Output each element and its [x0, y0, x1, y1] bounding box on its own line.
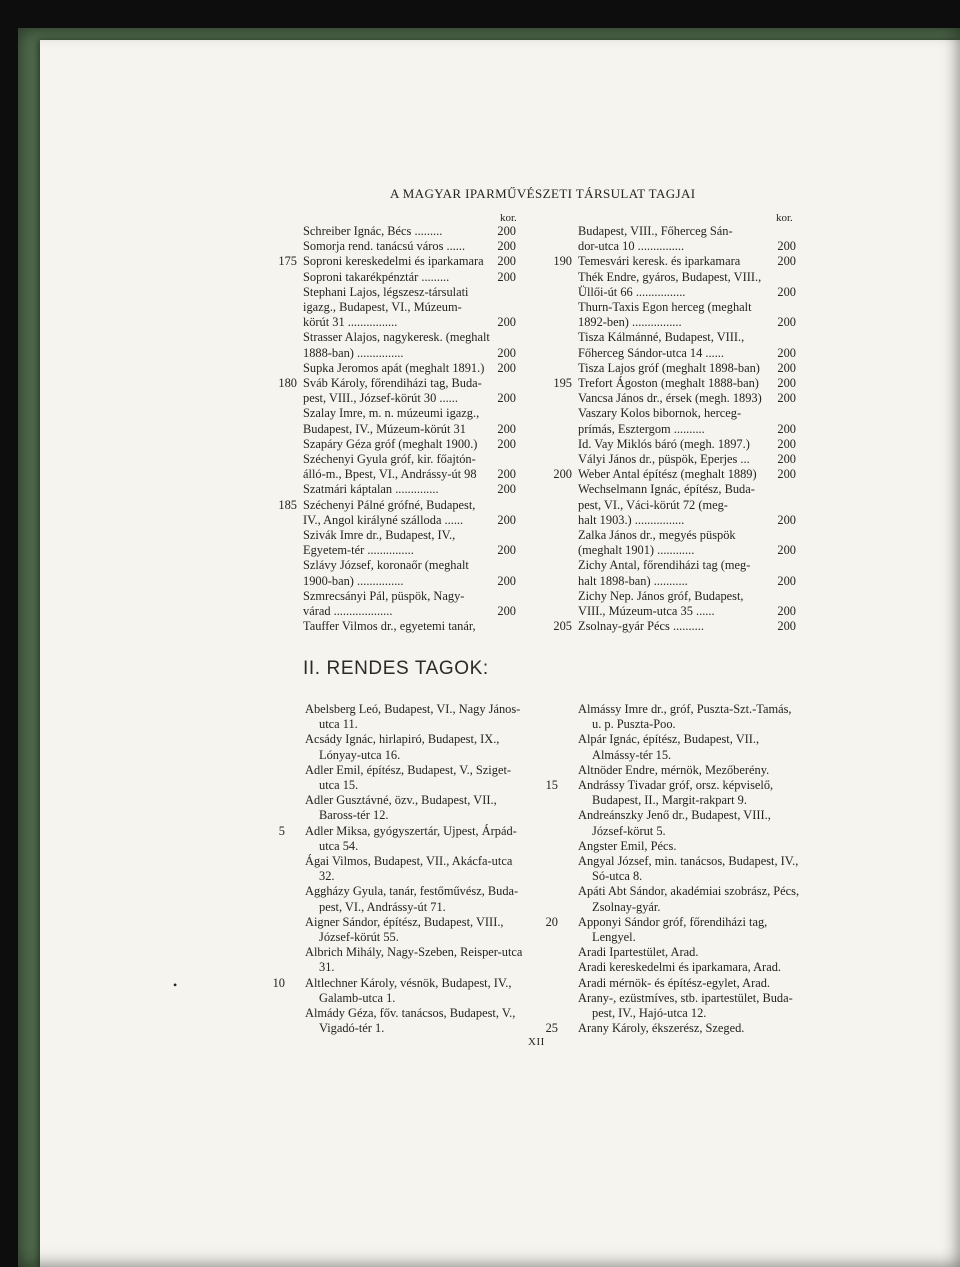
entry-amount: 200 [777, 543, 796, 558]
member-entry [578, 406, 796, 436]
member-entry [305, 854, 527, 884]
entry-number: 195 [553, 376, 572, 391]
entry-amount: 200 [497, 254, 516, 269]
member-entry [278, 254, 516, 269]
entry-line: Somorja rend. tanácsú város ...... [303, 239, 466, 254]
entry-line: dor-utca 10 ............... [578, 239, 685, 254]
entry-text: Arany-, ezüstmíves, stb. ipartestület, Buda-pest, IV., Hajó-utca 12. [578, 990, 793, 1021]
member-entry [553, 254, 796, 269]
entry-number: 190 [553, 254, 572, 269]
entry-text: Acsády Ignác, hirlapiró, Budapest, IX., Lónyay-utca 16. [305, 732, 500, 762]
member-entry [303, 482, 516, 497]
entry-line: Id. Vay Miklós báró (megh. 1897.) [578, 436, 750, 451]
member-entry [303, 558, 516, 588]
entry-text: Altnöder Endre, mérnök, Mezőberény. [578, 762, 770, 777]
member-entry [578, 482, 796, 528]
member-entry [578, 391, 796, 406]
entry-text: Aigner Sándor, építész, Budapest, VIII., József-körút 55. [305, 914, 504, 945]
member-entry [578, 854, 803, 884]
member-entry [303, 361, 516, 376]
entry-text: Almády Géza, főv. tanácsos, Budapest, V., Vigadó-tér 1. [305, 1006, 516, 1036]
entry-text: Adler Miksa, gyógyszertár, Ujpest, Árpád-utca 54. [305, 823, 517, 853]
entry-line: Főherceg Sándor-utca 14 ...... [578, 345, 724, 360]
entry-amount: 200 [497, 360, 516, 375]
entry-amount: 200 [777, 436, 796, 451]
member-entry [305, 1006, 527, 1036]
entry-text: Abelsberg Leó, Budapest, VI., Nagy János-utca 11. [305, 702, 521, 732]
entry-text: Adler Emil, építész, Budapest, V., Sziget-utca 15. [305, 762, 512, 793]
entry-line: Szlávy József, koronaőr (meghalt [303, 558, 469, 573]
entry-line: álló-m., Bpest, VI., Andrássy-út 98 [303, 467, 477, 482]
member-entry [553, 376, 796, 391]
entry-amount: 200 [777, 315, 796, 330]
entry-line: Thék Endre, gyáros, Budapest, VIII., [578, 269, 762, 284]
page-number: XII [528, 1036, 545, 1048]
member-entry [305, 702, 527, 732]
entry-amount: 200 [777, 604, 796, 619]
entry-number: 185 [278, 497, 297, 512]
entry-line: Zichy Nep. János gróf, Budapest, [578, 588, 744, 603]
entry-line: Budapest, VIII., Főherceg Sán- [578, 224, 733, 238]
entry-line: Széchenyi Pálné grófné, Budapest, [303, 497, 476, 512]
entry-line: prímás, Esztergom .......... [578, 421, 705, 436]
entry-number: 200 [553, 467, 572, 482]
entry-amount: 200 [777, 254, 796, 269]
member-entry [305, 884, 527, 914]
member-entry [303, 239, 516, 254]
entry-amount: 200 [497, 543, 516, 558]
entry-amount: 200 [777, 619, 796, 634]
entry-line: (meghalt 1901) ............ [578, 543, 695, 558]
entry-line: Weber Antal építész (meghalt 1889) [578, 467, 757, 482]
member-entry [578, 763, 803, 778]
member-entry [303, 285, 516, 331]
member-entry [303, 330, 516, 360]
entry-number: 25 [545, 1021, 558, 1036]
entry-line: Tisza Kálmánné, Budapest, VIII., [578, 330, 745, 345]
entry-amount: 200 [777, 452, 796, 467]
entry-text: Albrich Mihály, Nagy-Szeben, Reisper-utca 31. [305, 945, 523, 975]
member-entry [578, 976, 803, 991]
entry-line: Zalka János dr., megyés püspök [578, 528, 736, 543]
entry-text: Aradi kereskedelmi és iparkamara, Arad. [578, 960, 781, 975]
entry-line: Schreiber Ignác, Bécs ......... [303, 224, 443, 238]
member-entry [578, 330, 796, 360]
entry-line: Tisza Lajos gróf (meghalt 1898-ban) [578, 360, 760, 375]
entry-line: várad ................... [303, 604, 393, 619]
entry-number: 15 [545, 778, 558, 793]
member-entry [578, 960, 803, 975]
entry-number: 20 [545, 914, 558, 929]
regular-members-left-column [272, 702, 527, 1036]
entry-amount: 200 [777, 467, 796, 482]
entry-line: 1888-ban) ............... [303, 345, 404, 360]
entry-line: Széchenyi Gyula gróf, kir. főajtón- [303, 452, 476, 467]
entry-number: 205 [553, 619, 572, 634]
entry-amount: 200 [497, 573, 516, 588]
member-entry [305, 945, 527, 975]
entry-number: 180 [278, 376, 297, 391]
entry-text: Almássy Imre dr., gróf, Puszta-Szt.-Tamás, u. p. Puszta-Poo. [578, 702, 792, 732]
entry-text: Ágai Vilmos, Budapest, VII., Akácfa-utca 32. [305, 854, 513, 884]
member-entry [305, 763, 527, 793]
entry-number: 5 [278, 823, 285, 838]
member-entry [303, 589, 516, 619]
entry-line: Tauffer Vilmos dr., egyetemi tanár, [303, 619, 476, 634]
member-entry [303, 406, 516, 436]
entry-text: Aggházy Gyula, tanár, festőművész, Buda-pest, VI., Andrássy-út 71. [305, 884, 519, 914]
member-entry [303, 270, 516, 285]
member-entry [578, 224, 796, 254]
entry-text: Andreánszky Jenő dr., Budapest, VIII., József-körut 5. [578, 808, 771, 838]
entry-line: Szatmári káptalan .............. [303, 482, 439, 497]
entry-line: Szapáry Géza gróf (meghalt 1900.) [303, 436, 478, 451]
entry-line: Soproni kereskedelmi és iparkamara [303, 254, 484, 269]
entry-line: Supka Jeromos apát (meghalt 1891.) [303, 360, 485, 375]
member-entry [553, 619, 796, 634]
margin-dot: • [173, 978, 178, 992]
entry-line: Trefort Ágoston (meghalt 1888-ban) [578, 376, 759, 391]
entry-line: Thurn-Taxis Egon herceg (meghalt [578, 300, 752, 315]
entry-line: Budapest, IV., Múzeum-körút 31 [303, 421, 466, 436]
entry-amount: 200 [497, 269, 516, 284]
member-entry [303, 437, 516, 452]
entry-line: Sváb Károly, főrendiházi tag, Buda- [303, 376, 482, 391]
member-entry [278, 823, 527, 854]
member-entry [578, 808, 803, 838]
entry-amount: 200 [497, 224, 516, 238]
member-entry [305, 915, 527, 945]
entry-text: Aradi mérnök- és építész-egylet, Arad. [578, 975, 770, 990]
entry-amount: 200 [497, 436, 516, 451]
member-entry [303, 224, 516, 239]
kor-header-right: kor. [776, 212, 793, 224]
founding-members-right-column [553, 224, 796, 634]
entry-line: Szivák Imre dr., Budapest, IV., [303, 528, 456, 543]
member-entry [578, 300, 796, 330]
member-entry [578, 945, 803, 960]
entry-text: Arany Károly, ékszerész, Szeged. [578, 1021, 745, 1036]
member-entry [578, 270, 796, 300]
entry-line: pest, VIII., József-körút 30 ...... [303, 391, 458, 406]
member-entry [305, 732, 527, 762]
entry-line: halt 1903.) ................ [578, 512, 685, 527]
entry-amount: 200 [777, 376, 796, 391]
entry-line: Wechselmann Ignác, építész, Buda- [578, 482, 755, 497]
entry-line: Egyetem-tér ............... [303, 543, 414, 558]
entry-line: Strasser Alajos, nagykeresk. (meghalt [303, 330, 490, 345]
entry-amount: 200 [497, 391, 516, 406]
member-entry [578, 839, 803, 854]
entry-line: 1892-ben) ................ [578, 315, 682, 330]
entry-amount: 200 [777, 391, 796, 406]
entry-line: IV., Angol királyné szálloda ...... [303, 512, 464, 527]
member-entry [578, 732, 803, 762]
entry-amount: 200 [497, 239, 516, 254]
entry-text: Altlechner Károly, vésnök, Budapest, IV., Galamb-utca 1. [305, 975, 512, 1005]
member-entry [303, 528, 516, 558]
entry-number: 10 [272, 975, 285, 990]
entry-amount: 200 [497, 467, 516, 482]
entry-line: Soproni takarékpénztár ......... [303, 269, 450, 284]
entry-line: Szalay Imre, m. n. múzeumi igazg., [303, 406, 480, 421]
member-entry [578, 437, 796, 452]
member-entry [578, 884, 803, 914]
member-entry [578, 991, 803, 1021]
cover-shadow [18, 28, 960, 1267]
entry-amount: 200 [777, 284, 796, 299]
regular-members-right-column [545, 702, 803, 1036]
entry-text: Aradi Ipartestület, Arad. [578, 945, 699, 960]
entry-amount: 200 [497, 345, 516, 360]
entry-line: Üllői-út 66 ................ [578, 284, 686, 299]
entry-amount: 200 [497, 315, 516, 330]
entry-line: Temesvári keresk. és iparkamara [578, 254, 741, 269]
entry-line: Vaszary Kolos bibornok, herceg- [578, 406, 742, 421]
entry-line: Vályi János dr., püspök, Eperjes ... [578, 452, 750, 467]
member-entry [545, 778, 803, 808]
entry-line: halt 1898-ban) ........... [578, 573, 688, 588]
entry-line: igazg., Budapest, VI., Múzeum- [303, 300, 462, 315]
entry-text: Alpár Ignác, építész, Budapest, VII., Almássy-tér 15. [578, 732, 760, 762]
member-entry [303, 452, 516, 482]
entry-amount: 200 [777, 421, 796, 436]
entry-line: 1900-ban) ............... [303, 573, 404, 588]
entry-amount: 200 [497, 512, 516, 527]
entry-amount: 200 [777, 360, 796, 375]
kor-header-left: kor. [500, 212, 517, 224]
member-entry [303, 619, 516, 634]
member-entry [578, 558, 796, 588]
entry-line: pest, VI., Váci-körút 72 (meg- [578, 497, 728, 512]
entry-line: Zichy Antal, főrendiházi tag (meg- [578, 558, 751, 573]
section-heading: II. RENDES TAGOK: [303, 658, 489, 679]
entry-text: Adler Gusztávné, özv., Budapest, VII., Baross-tér 12. [305, 793, 497, 823]
member-entry [578, 528, 796, 558]
member-entry [578, 702, 803, 732]
entry-text: Apponyi Sándor gróf, főrendiházi tag, Lengyel. [578, 914, 768, 945]
entry-amount: 200 [777, 573, 796, 588]
entry-amount: 200 [497, 604, 516, 619]
member-entry [305, 793, 527, 823]
member-entry [278, 497, 516, 528]
entry-text: Angyal József, min. tanácsos, Budapest, IV., Só-utca 8. [578, 854, 799, 884]
page-title: A MAGYAR IPARMŰVÉSZETI TÁRSULAT TAGJAI [390, 186, 696, 201]
entry-line: Szmrecsányi Pál, püspök, Nagy- [303, 588, 465, 603]
member-entry [578, 589, 796, 619]
entry-text: Apáti Abt Sándor, akadémiai szobrász, Pécs, Zsolnay-gyár. [578, 884, 800, 914]
founding-members-left-column [278, 224, 516, 634]
member-entry [272, 975, 527, 1006]
entry-text: Angster Emil, Pécs. [578, 838, 677, 853]
entry-line: körút 31 ................ [303, 315, 398, 330]
entry-line: Zsolnay-gyár Pécs .......... [578, 619, 704, 634]
member-entry [578, 361, 796, 376]
member-entry [278, 376, 516, 406]
member-entry [545, 914, 803, 945]
member-entry [578, 452, 796, 467]
member-entry [545, 1021, 803, 1036]
entry-text: Andrássy Tivadar gróf, orsz. képviselő, Budapest, II., Margit-rakpart 9. [578, 778, 774, 808]
entry-line: Stephani Lajos, légszesz-társulati [303, 284, 469, 299]
entry-amount: 200 [777, 512, 796, 527]
entry-number: 175 [278, 254, 297, 269]
entry-amount: 200 [777, 345, 796, 360]
entry-amount: 200 [777, 239, 796, 254]
entry-amount: 200 [497, 421, 516, 436]
member-entry [553, 467, 796, 482]
entry-line: Vancsa János dr., érsek (megh. 1893) [578, 391, 762, 406]
entry-line: VIII., Múzeum-utca 35 ...... [578, 604, 715, 619]
entry-amount: 200 [497, 482, 516, 497]
